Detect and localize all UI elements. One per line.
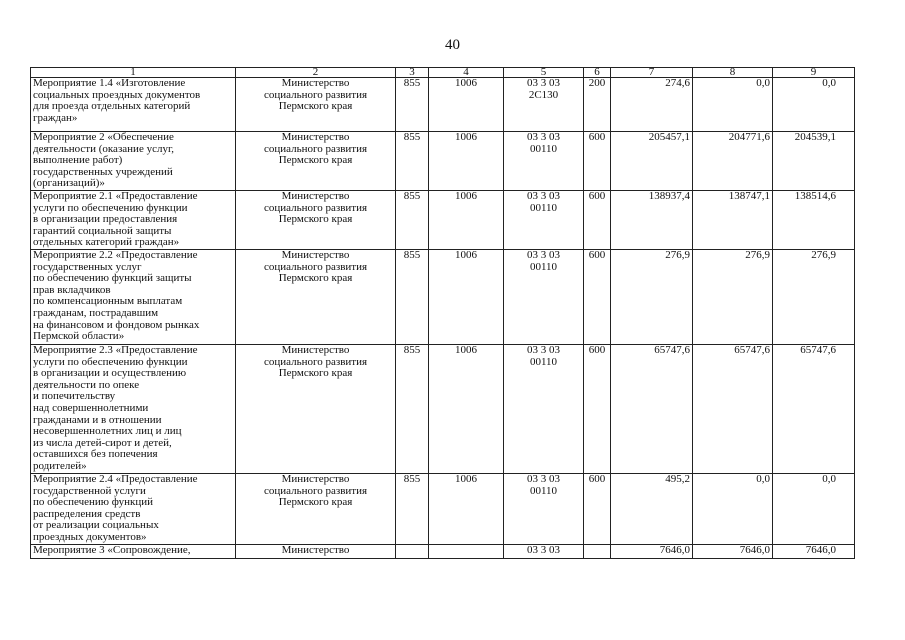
amount-cell: 276,9 (773, 249, 855, 344)
amount-cell: 274,6 (611, 78, 693, 132)
expense-type-cell (584, 544, 611, 558)
column-header: 7 (611, 68, 693, 78)
activity-name-cell: Мероприятие 2.3 «Предоставление услуги по обеспечению функции в организации и осуществлению деятельности по опеке и попечительству над совершеннолетними гражданами и в отношении несовершеннолетних лиц и лиц из числа детей-сирот и детей, оставшихся без попечения родителей» (31, 344, 236, 473)
amount-cell: 204539,1 (773, 132, 855, 191)
target-article-cell: 03 3 03 (504, 544, 584, 558)
amount-cell: 0,0 (693, 78, 773, 132)
column-header: 6 (584, 68, 611, 78)
expense-type-cell: 600 (584, 132, 611, 191)
column-header: 3 (396, 68, 429, 78)
target-article-cell: 03 3 03 00110 (504, 344, 584, 473)
amount-cell: 276,9 (611, 249, 693, 344)
column-header: 4 (429, 68, 504, 78)
section-cell: 1006 (429, 132, 504, 191)
page-number: 40 (445, 37, 460, 53)
table-header-row (31, 68, 855, 78)
table-row (31, 544, 855, 558)
activity-name-cell: Мероприятие 1.4 «Изготовление социальных проездных документов для проезда отдельных категорий граждан» (31, 78, 236, 132)
target-article-cell: 03 3 03 2С130 (504, 78, 584, 132)
table-row (31, 249, 855, 344)
organization-cell: Министерство (236, 544, 396, 558)
amount-cell: 65747,6 (693, 344, 773, 473)
section-cell: 1006 (429, 344, 504, 473)
amount-cell: 0,0 (693, 473, 773, 544)
table-row (31, 132, 855, 191)
amount-cell: 7646,0 (611, 544, 693, 558)
expense-type-cell: 600 (584, 249, 611, 344)
amount-cell: 7646,0 (693, 544, 773, 558)
budget-table (30, 67, 855, 559)
amount-cell: 138747,1 (693, 191, 773, 250)
expense-type-cell: 200 (584, 78, 611, 132)
table-row (31, 78, 855, 132)
amount-cell: 7646,0 (773, 544, 855, 558)
activity-name-cell: Мероприятие 2.1 «Предоставление услуги по обеспечению функции в организации предоставления гарантий социальной защиты отдельных категорий граждан» (31, 191, 236, 250)
organization-cell: Министерство социального развития Пермского края (236, 191, 396, 250)
organization-cell: Министерство социального развития Пермского края (236, 473, 396, 544)
code-cell: 855 (396, 344, 429, 473)
target-article-cell: 03 3 03 00110 (504, 249, 584, 344)
code-cell: 855 (396, 78, 429, 132)
section-cell: 1006 (429, 78, 504, 132)
table-row (31, 344, 855, 473)
organization-cell: Министерство социального развития Пермского края (236, 132, 396, 191)
amount-cell: 204771,6 (693, 132, 773, 191)
table-row (31, 473, 855, 544)
amount-cell: 0,0 (773, 78, 855, 132)
code-cell: 855 (396, 249, 429, 344)
amount-cell: 276,9 (693, 249, 773, 344)
target-article-cell: 03 3 03 00110 (504, 191, 584, 250)
organization-cell: Министерство социального развития Пермского края (236, 249, 396, 344)
target-article-cell: 03 3 03 00110 (504, 132, 584, 191)
code-cell (396, 544, 429, 558)
expense-type-cell: 600 (584, 191, 611, 250)
activity-name-cell: Мероприятие 2.4 «Предоставление государственной услуги по обеспечению функций распределения средств от реализации социальных проездных документов» (31, 473, 236, 544)
column-header: 8 (693, 68, 773, 78)
section-cell: 1006 (429, 249, 504, 344)
section-cell (429, 544, 504, 558)
code-cell: 855 (396, 132, 429, 191)
expense-type-cell: 600 (584, 344, 611, 473)
target-article-cell: 03 3 03 00110 (504, 473, 584, 544)
column-header: 9 (773, 68, 855, 78)
section-cell: 1006 (429, 473, 504, 544)
table-row (31, 191, 855, 250)
amount-cell: 65747,6 (773, 344, 855, 473)
amount-cell: 205457,1 (611, 132, 693, 191)
code-cell: 855 (396, 191, 429, 250)
activity-name-cell: Мероприятие 3 «Сопровождение, (31, 544, 236, 558)
section-cell: 1006 (429, 191, 504, 250)
organization-cell: Министерство социального развития Пермского края (236, 344, 396, 473)
organization-cell: Министерство социального развития Пермского края (236, 78, 396, 132)
column-header: 2 (236, 68, 396, 78)
activity-name-cell: Мероприятие 2.2 «Предоставление государственных услуг по обеспечению функций защиты прав вкладчиков по компенсационным выплатам гражданам, пострадавшим на финансовом и фондовом рынках Пермской области» (31, 249, 236, 344)
amount-cell: 0,0 (773, 473, 855, 544)
code-cell: 855 (396, 473, 429, 544)
amount-cell: 65747,6 (611, 344, 693, 473)
column-header: 1 (31, 68, 236, 78)
column-header: 5 (504, 68, 584, 78)
amount-cell: 138514,6 (773, 191, 855, 250)
activity-name-cell: Мероприятие 2 «Обеспечение деятельности (оказание услуг, выполнение работ) государственных учреждений (организаций)» (31, 132, 236, 191)
amount-cell: 495,2 (611, 473, 693, 544)
amount-cell: 138937,4 (611, 191, 693, 250)
expense-type-cell: 600 (584, 473, 611, 544)
